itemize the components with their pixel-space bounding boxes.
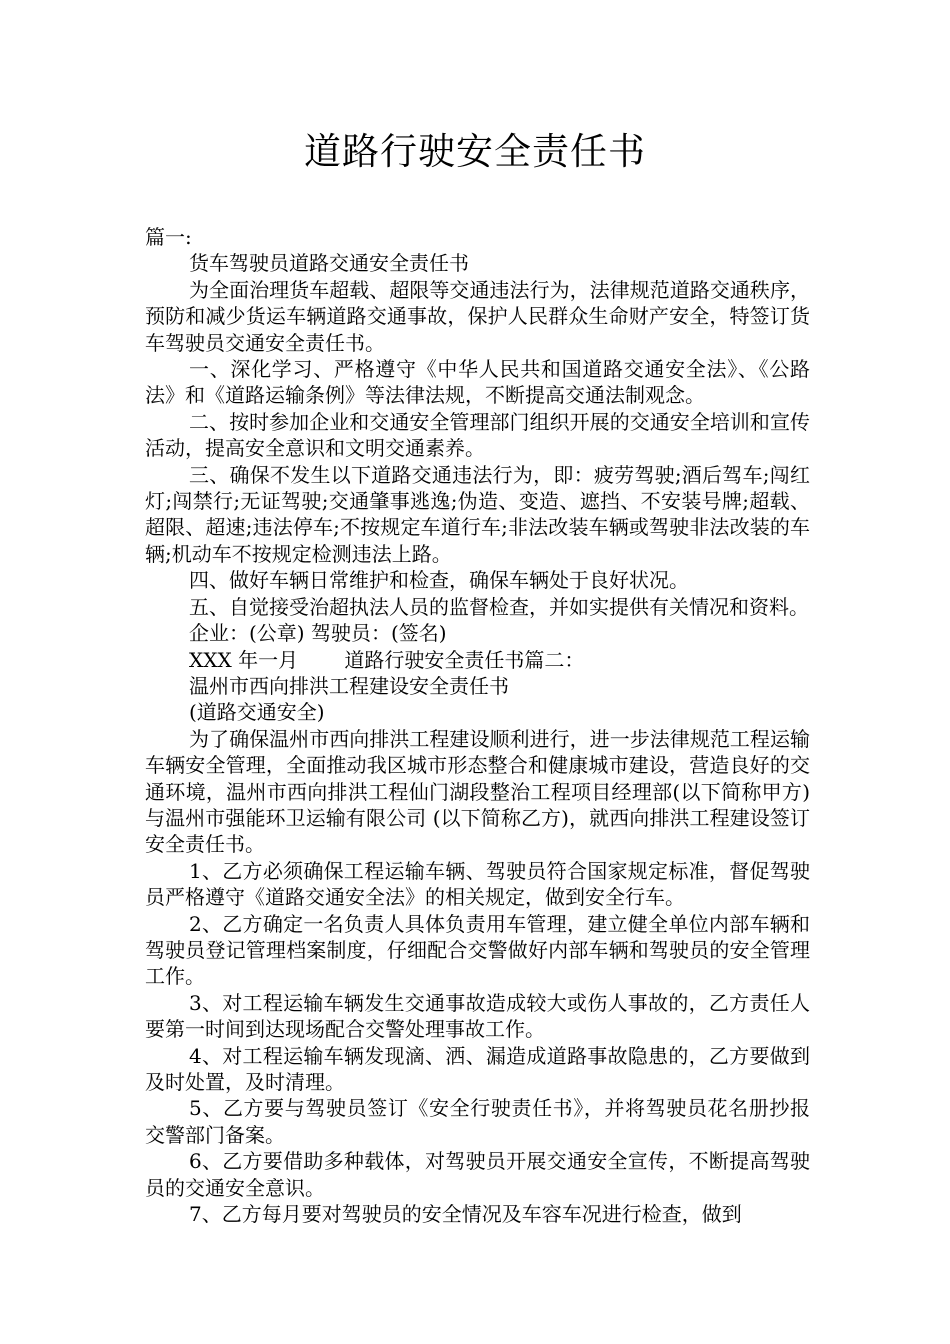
- signature-line: 企业：(公章) 驾驶员：(签名): [189, 621, 447, 646]
- paragraph: 3、对工程运输车辆发生交通事故造成较大或伤人事故的，乙方责任人要第一时间到达现场配合交警处理事故工作。: [145, 990, 810, 1042]
- paragraph: 为全面治理货车超载、超限等交通违法行为，法律规范道路交通秩序，预防和减少货运车辆道路交通事故，保护人民群众生命财产安全，特签订货车驾驶员交通安全责任书。: [145, 277, 810, 355]
- paragraph: 1、乙方必须确保工程运输车辆、驾驶员符合国家规定标准，督促驾驶员严格遵守《道路交通安全法》的相关规定，做到安全行车。: [145, 858, 810, 910]
- paragraph: 一、深化学习、严格遵守《中华人民共和国道路交通安全法》、《公路法》和《道路运输条例》等法律法规，不断提高交通法制观念。: [145, 357, 810, 408]
- section-subtitle: (道路交通安全): [189, 700, 325, 725]
- paragraph: 为了确保温州市西向排洪工程建设顺利进行，进一步法律规范工程运输车辆安全管理，全面推动我区城市形态整合和健康城市建设，营造良好的交通环境，温州市西向排洪工程仙门湖段整治工程项目经理部(以下简称甲方)与温州市强能环卫运输有限公司 (以下简称乙方)，就西向排洪工程建设签订安全责任书。: [145, 726, 810, 857]
- paragraph: 2、乙方确定一名负责人具体负责用车管理，建立健全单位内部车辆和驾驶员登记管理档案制度，仔细配合交警做好内部车辆和驾驶员的安全管理工作。: [145, 911, 810, 989]
- page-title: 道路行驶安全责任书: [304, 130, 646, 173]
- paragraph: 三、确保不发生以下道路交通违法行为，即：疲劳驾驶;酒后驾车;闯红灯;闯禁行;无证驾驶;交通肇事逃逸;伪造、变造、遮挡、不安装号牌;超载、超限、超速;违法停车;不按规定车道行车;非法改装车辆或驾驶非法改装的车辆;机动车不按规定检测违法上路。: [145, 462, 810, 566]
- paragraph: 五、自觉接受治超执法人员的监督检查，并如实提供有关情况和资料。: [189, 594, 809, 619]
- paragraph: 二、按时参加企业和交通安全管理部门组织开展的交通安全培训和宣传活动，提高安全意识和文明交通素养。: [145, 409, 810, 461]
- document-body: [145, 224, 810, 1227]
- section-title: 温州市西向排洪工程建设安全责任书: [189, 673, 509, 698]
- paragraph: 7、乙方每月要对驾驶员的安全情况及车容车况进行检查，做到: [189, 1202, 742, 1227]
- paragraph: 篇一:: [145, 225, 192, 249]
- date-line: XXX 年一月 道路行驶安全责任书篇二：: [189, 647, 585, 672]
- paragraph: 四、做好车辆日常维护和检查，确保车辆处于良好状况。: [189, 568, 689, 593]
- paragraph: 货车驾驶员道路交通安全责任书: [189, 251, 469, 276]
- paragraph: 4、对工程运输车辆发现滴、洒、漏造成道路事故隐患的，乙方要做到及时处置，及时清理。: [145, 1043, 810, 1094]
- paragraph: 6、乙方要借助多种载体，对驾驶员开展交通安全宣传，不断提高驾驶员的交通安全意识。: [145, 1149, 810, 1200]
- paragraph: 5、乙方要与驾驶员签订《安全行驶责任书》，并将驾驶员花名册抄报交警部门备案。: [145, 1096, 810, 1147]
